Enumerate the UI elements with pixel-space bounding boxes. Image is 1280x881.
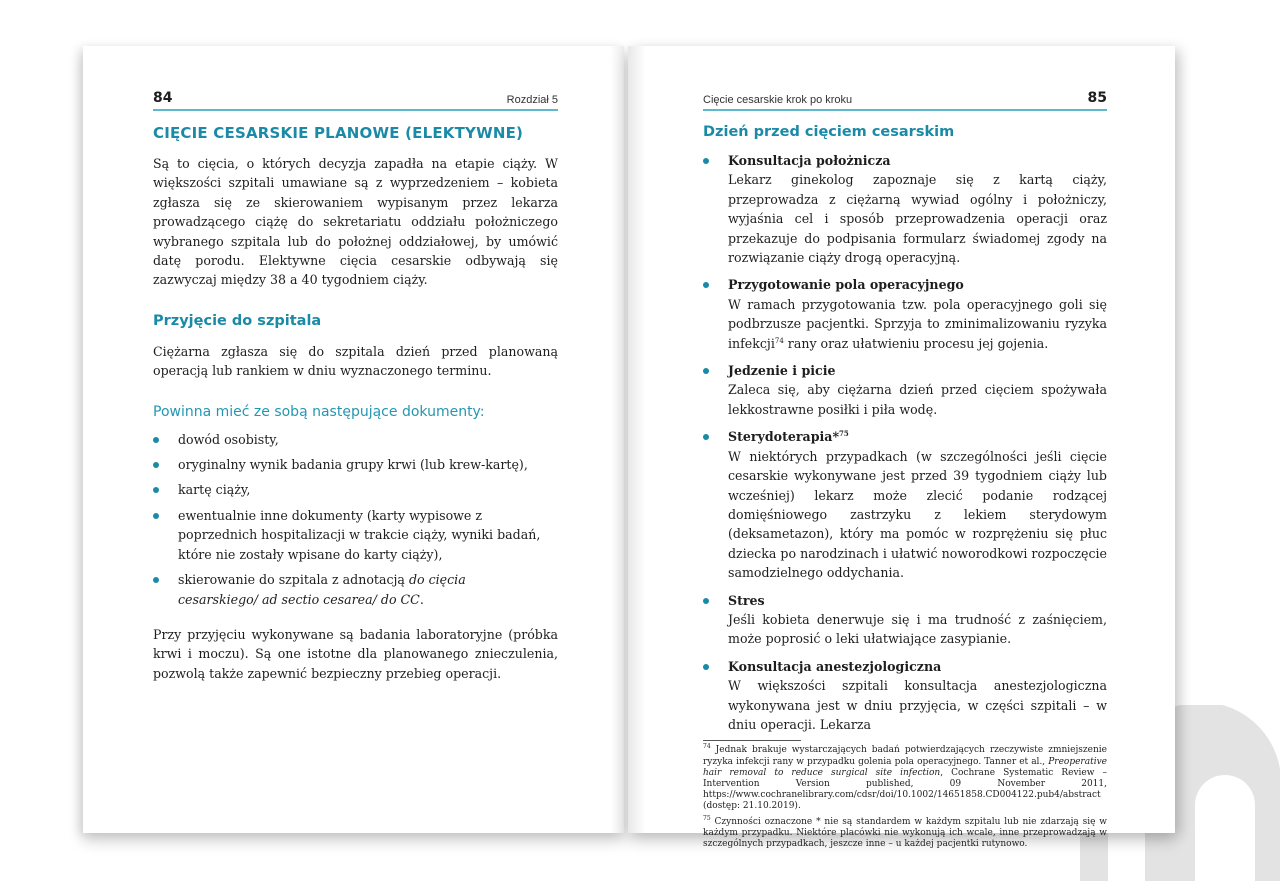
documents-list xyxy=(153,430,558,609)
gutter-shadow xyxy=(628,46,646,833)
item-text: W ramach przygotowania tzw. pola operacyjnego goli się podbrzusze pacjentki. Sprzyja to zminimalizowaniu ryzyka infekcji$^{74}$ rany oraz ułatwieniu procesu jej gojenia. xyxy=(728,296,1107,351)
item-title: Stres xyxy=(728,592,765,608)
item-title: Jedzenie i picie xyxy=(728,363,836,379)
item-text: Lekarz ginekolog zapoznaje się z kartą ciąży, przeprowadza z ciężarną wywiad ogólny i położniczy, wyjaśnia cel i sposób przeprowadzenia operacji oraz przekazuje do podpisania formularz świadomej zgody na rozwiązanie ciąży drogą operacyjną. xyxy=(728,172,1107,266)
intro-paragraph: Są to cięcia, o których decyzja zapadła na etapie ciąży. W większości szpitali umawiane są z wyprzedzeniem – kobieta zgłasza się ze skierowaniem wypisanym przez lekarza prowadzącego ciążę do sekretariatu oddziału położniczego wybranego szpitala lub do położnej oddziałowej, by umówić datę porodu. Elektywne cięcia cesarskie odbywają się zazwyczaj między 38 a 40 tygodniem ciąży. xyxy=(153,156,558,288)
bullet-icon xyxy=(153,577,159,583)
list-item: ewentualnie inne dokumenty (karty wypisowe z poprzednich hospitalizacji w trakcie ciąży, wyniki badań, które nie zostały wpisane do karty ciąży), xyxy=(153,506,558,564)
bullet-icon xyxy=(703,598,709,604)
item-title: Przygotowanie pola operacyjnego xyxy=(728,277,964,293)
list-item xyxy=(703,151,1107,267)
gutter-shadow xyxy=(610,46,624,833)
list-item: oryginalny wynik badania grupy krwi (lub krew-kartę), xyxy=(153,455,558,474)
closing-paragraph: Przy przyjęciu wykonywane są badania laboratoryjne (próbka krwi i moczu). Są one istotne dla planowanego znieczulenia, pozwolą także zapewnić bezpieczny przebieg operacji. xyxy=(153,626,558,681)
page-content xyxy=(153,124,558,683)
bullet-icon xyxy=(703,368,709,374)
documents-heading: Powinna mieć ze sobą następujące dokumenty: xyxy=(153,403,485,420)
item-text: W niektórych przypadkach (w szczególności jeśli cięcie cesarskie wykonywane jest przed 39 tygodniem ciąży lub wcześniej) lekarz może zlecić podanie rodzącej domięśniowego zastrzyku z lekiem sterydowym (deksametazon), który ma pomóc w rozprężeniu się płuc dziecka po narodzinach i ułatwić noworodkowi rozpoczęcie samodzielnego oddychania. xyxy=(728,448,1107,581)
footnote-ref[interactable]: 75 xyxy=(839,429,849,439)
list-item xyxy=(703,361,1107,419)
footnote-75: $^{75}$ Czynności oznaczone * nie są standardem w każdym szpitalu lub nie zdarzają się w każdym przypadku. Niektóre placówki nie wykonują ich wcale, inne przeprowadzają w szczególnych przypadkach, jeszcze inne – u każdej pacjentki rutynowo. xyxy=(703,814,1107,849)
steps-list xyxy=(703,151,1107,734)
subsection-title: Przyjęcie do szpitala xyxy=(153,312,322,329)
item-title: Sterydoterapia*$^{75}$ xyxy=(728,429,849,445)
item-text: W większości szpitali konsultacja anestezjologiczna wykonywana jest w dniu przyjęcia, w części szpitali – w dniu operacji. Lekarza xyxy=(728,678,1107,732)
list-item xyxy=(703,591,1107,649)
list-item: dowód osobisty, xyxy=(153,430,558,449)
bullet-icon xyxy=(153,437,159,443)
right-page xyxy=(628,46,1175,849)
bullet-icon xyxy=(703,282,709,288)
list-item: skierowanie do szpitala z adnotacją do cięcia cesarskiego/ ad sectio cesarea/ do CC. xyxy=(153,570,558,609)
footnote-74: $^{74}$ Jednak brakuje wystarczających badań potwierdzających rzeczywiste zmniejszenie ryzyka infekcji rany w przypadku golenia pola operacyjnego. Tanner et al., Preoperative hair removal to reduce surgical site infection, Cochrane Systematic Review – Intervention Version published, 09 November 2011, https://www.cochranelibrary.com/cdsr/doi/10.1002/14651858.CD004122.pub4/abstract (dostęp: 21.10.2019). xyxy=(703,743,1107,812)
page-number: 85 xyxy=(1087,90,1107,106)
bullet-icon xyxy=(703,434,709,440)
running-header: Cięcie cesarskie krok po kroku xyxy=(703,94,853,106)
bullet-icon xyxy=(153,487,159,493)
item-text: Jeśli kobieta denerwuje się i ma trudność z zaśnięciem, może poprosić o leki ułatwiające zasypianie. xyxy=(728,611,1107,647)
left-page xyxy=(83,46,624,833)
footnote-ref[interactable]: 74 xyxy=(774,336,784,345)
admission-paragraph: Ciężarna zgłasza się do szpitala dzień przed planowaną operacją lub rankiem w dniu wyznaczonego terminu. xyxy=(153,343,558,379)
page-number: 84 xyxy=(153,90,173,106)
footnote-divider xyxy=(703,740,801,741)
bullet-icon xyxy=(153,462,159,468)
section-title: Dzień przed cięciem cesarskim xyxy=(703,124,955,140)
running-header: Rozdział 5 xyxy=(506,94,558,106)
page-content xyxy=(703,124,1107,854)
list-item: kartę ciąży, xyxy=(153,480,558,499)
section-title: CIĘCIE CESARSKIE PLANOWE (ELEKTYWNE) xyxy=(153,124,524,142)
bullet-icon xyxy=(703,664,709,670)
list-item xyxy=(703,427,1107,582)
list-item xyxy=(703,657,1107,735)
item-title: Konsultacja położnicza xyxy=(728,153,891,168)
list-item xyxy=(703,275,1107,353)
bullet-icon xyxy=(703,158,709,164)
item-title: Konsultacja anestezjologiczna xyxy=(728,658,942,674)
page-header xyxy=(153,86,558,111)
bullet-icon xyxy=(153,513,159,519)
page-header xyxy=(703,86,1107,111)
item-text: Zaleca się, aby ciężarna dzień przed cięciem spożywała lekkostrawne posiłki i piła wodę. xyxy=(728,382,1107,417)
